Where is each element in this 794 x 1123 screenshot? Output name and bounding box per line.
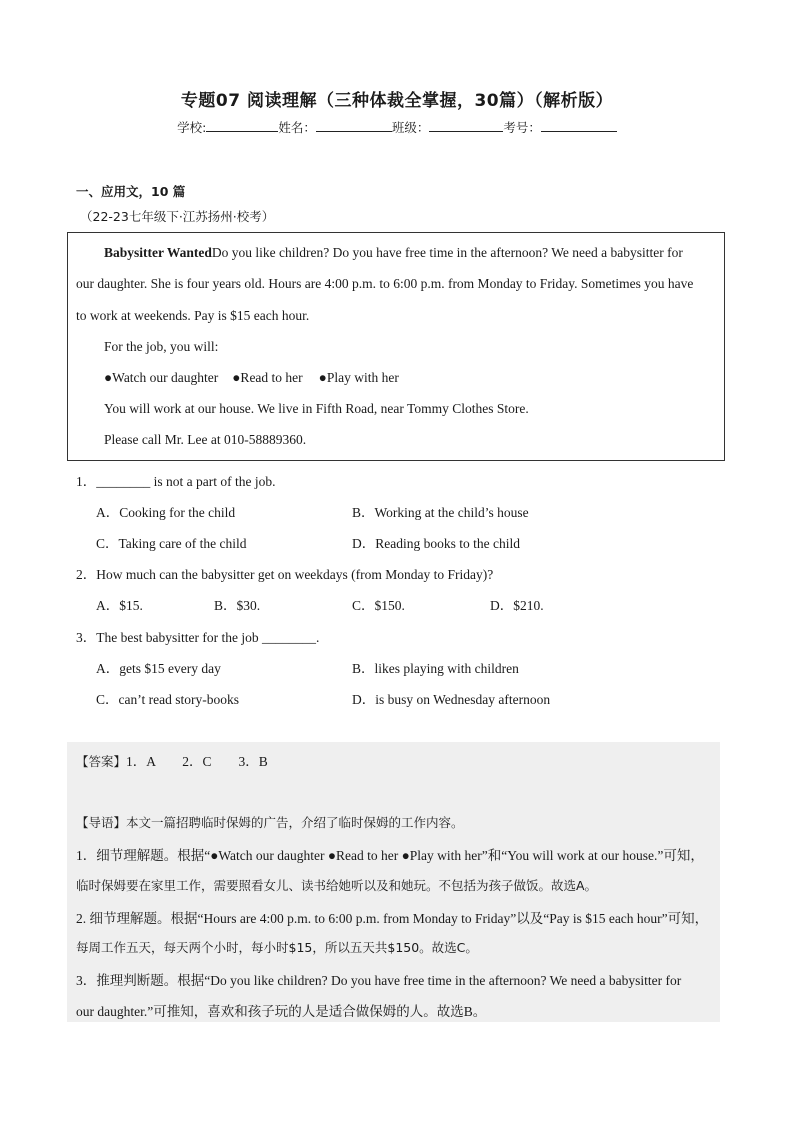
bullet-watch: ●Watch our daughter (104, 370, 219, 385)
question-3-option-b[interactable]: B．likes playing with children (352, 661, 519, 676)
name-label: 姓名： (278, 120, 316, 135)
question-1-option-a[interactable]: A．Cooking for the child (96, 505, 236, 520)
guide-line (76, 813, 464, 831)
student-info-line (0, 118, 794, 136)
answer-panel (67, 742, 720, 1022)
answer-line (76, 750, 268, 770)
guide-text: 本文一篇招聘临时保姆的广告，介绍了临时保姆的工作内容。 (126, 815, 464, 830)
school-label: 学校: (177, 120, 207, 135)
explanation-2-line-2: 每周工作五天，每天两个小时，每小时$15，所以五天共$150。故选C。 (76, 940, 478, 955)
class-blank[interactable] (429, 118, 503, 132)
page-title: 专题07 阅读理解（三种体裁全掌握，30篇）（解析版） (180, 91, 614, 111)
name-blank[interactable] (316, 118, 392, 132)
explanation-3-line-2: our daughter.”可推知，喜欢和孩子玩的人是适合做保姆的人。故选B。 (76, 1004, 487, 1019)
explanation-3-line-1: 3．推理判断题。根据“Do you like children? Do you have free time in the afternoon? We need a babysitter for (76, 973, 682, 988)
explanation-1-line-1: 1．细节理解题。根据“●Watch our daughter ●Read to her ●Play with her”和“You will work at our house.”可知， (76, 848, 704, 863)
question-3-option-a[interactable]: A．gets $15 every day (96, 661, 221, 676)
section-heading: 一、应用文，10 篇 (76, 184, 186, 199)
question-3-option-d[interactable]: D．is busy on Wednesday afternoon (352, 692, 551, 707)
question-2-option-a[interactable]: A．$15. (96, 598, 143, 613)
passage-line-2: our daughter. She is four years old. Hours are 4:00 p.m. to 6:00 p.m. from Monday to Friday. Sometimes you have (76, 276, 694, 291)
question-3-option-c[interactable]: C．can’t read story-books (96, 692, 239, 707)
bullet-read: ●Read to her (232, 370, 303, 385)
answer-values: 1．A 2．C 3．B (126, 754, 268, 769)
passage-line-7: Please call Mr. Lee at 010-58889360. (104, 432, 307, 447)
question-2-option-d[interactable]: D．$210. (490, 598, 544, 613)
question-2-option-c[interactable]: C．$150. (352, 598, 405, 613)
explanation-1-line-2: 临时保姆要在家里工作，需要照看女儿、读书给她听以及和她玩。不包括为孩子做饭。故选A。 (76, 878, 598, 893)
bullet-play: ●Play with her (318, 370, 399, 385)
exam-no-label: 考号： (503, 120, 541, 135)
question-2-stem: 2．How much can the babysitter get on weekdays (from Monday to Friday)? (76, 567, 494, 582)
passage-line-6: You will work at our house. We live in Fifth Road, near Tommy Clothes Store. (104, 401, 529, 416)
question-1-option-b[interactable]: B．Working at the child’s house (352, 505, 529, 520)
explanation-2-line-1: 2. 细节理解题。根据“Hours are 4:00 p.m. to 6:00 p.m. from Monday to Friday”以及“Pay is $15 each hour”可知， (76, 911, 709, 926)
passage-title: Babysitter Wanted (104, 245, 212, 260)
passage-bullets (104, 370, 399, 386)
question-1-option-c[interactable]: C．Taking care of the child (96, 536, 247, 551)
guide-label: 【导语】 (76, 815, 127, 830)
school-blank[interactable] (206, 118, 278, 132)
question-1-option-d[interactable]: D．Reading books to the child (352, 536, 520, 551)
answer-label: 【答案】 (76, 754, 127, 769)
question-3-stem: 3．The best babysitter for the job ________. (76, 630, 320, 645)
passage-line-1: Babysitter WantedDo you like children? Do you have free time in the afternoon? We need a babysitter for (104, 245, 683, 260)
passage-line-4: For the job, you will: (104, 339, 219, 354)
passage-line-3: to work at weekends. Pay is $15 each hour. (76, 308, 310, 323)
passage-source: （22-23七年级下·江苏扬州·校考） (80, 209, 275, 224)
class-label: 班级： (391, 120, 430, 135)
exam-no-blank[interactable] (541, 118, 617, 132)
question-2-option-b[interactable]: B．$30. (214, 598, 261, 613)
question-1-stem: 1．________ is not a part of the job. (76, 474, 276, 489)
passage-box (67, 232, 725, 461)
